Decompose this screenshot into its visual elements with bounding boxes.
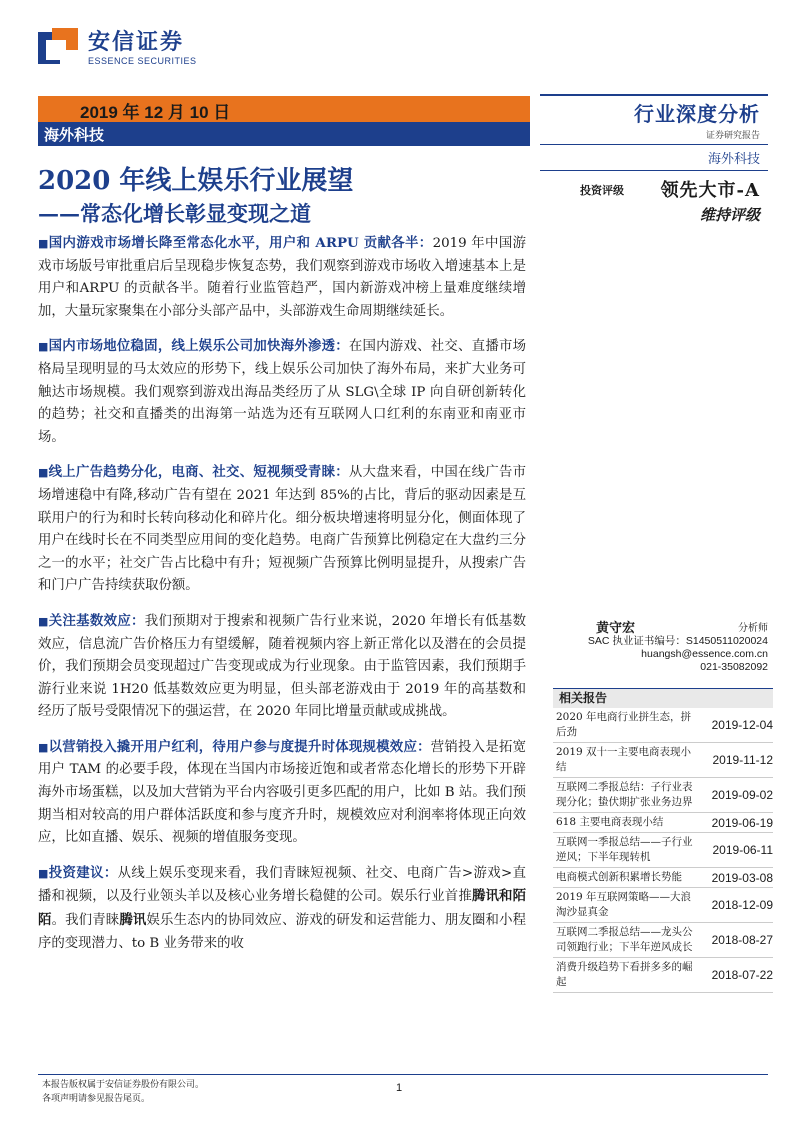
analyst-block (538, 622, 768, 674)
related-reports (553, 688, 773, 993)
list-item[interactable]: 2020 年电商行业拼生态，拼后劲 2019-12-04 (553, 708, 773, 743)
footer-note: 本报告版权属于安信证券股份有限公司。 各项声明请参见报告尾页。 (42, 1080, 205, 1104)
related-heading: 相关报告 (553, 688, 773, 708)
bullet-icon: ■ (38, 614, 49, 628)
list-item[interactable]: 2019 双十一主要电商表现小结 2019-11-12 (553, 743, 773, 778)
report-sub: 证券研究报告 (705, 131, 760, 141)
paragraph: ■线上广告趋势分化，电商、社交、短视频受青睐：从大盘来看，中国在线广告市场增速稳中有降,移动广告有望在 2021 年达到 85%的占比，背后的驱动因素是互联用户的行为和时长转向移动化和碎片化。细分板块增速将明显分化，侧面体现了用户在线时长在不同类型应用间的变化趋势。电商广告预算比例稳定在大盘约三分之一的水平；社交广告占比稳中有升；短视频广告预算比例明显提升，从搜索广告和门户广告持续获取份额。 (38, 464, 526, 594)
divider (540, 94, 768, 96)
bullet-icon: ■ (38, 237, 49, 250)
sector-bar (38, 122, 530, 146)
analyst-sac: SAC 执业证书编号：S1450511020024 (587, 635, 768, 647)
logo-mark-icon (38, 28, 78, 68)
divider (540, 170, 768, 171)
bullet-icon: ■ (38, 866, 49, 880)
analyst-name: 黄守宏 (596, 621, 636, 636)
paragraph: ■关注基数效应：我们预期对于搜索和视频广告行业来说，2020 年增长有低基数效应，信息流广告价格压力有望缓解，随着视频内容上新正常化以及潜在的会员提价，我们预期会员变现超过广告变现或成为行业现象。由于监管因素，我们预期手游行业来说 1H20 低基数效应更为明显，但头部老游戏由于 2019 年的高基数和经历了版号受限情况下的强运营，在 2020 年同比增量贡献或成挑战。 (38, 612, 526, 720)
list-item[interactable]: 2019 年互联网策略——大浪淘沙显真金 2018-12-09 (553, 888, 773, 923)
company-logo (38, 28, 197, 68)
report-subtitle: ——常态化增长彰显变现之道 (38, 201, 311, 226)
divider (540, 144, 768, 145)
bullet-icon: ■ (38, 740, 49, 754)
report-type: 行业深度分析 (634, 102, 760, 126)
bullet-icon: ■ (38, 340, 49, 354)
list-item[interactable]: 消费升级趋势下看拼多多的崛起 2018-07-22 (553, 958, 773, 993)
paragraph: ■国内市场地位稳固，线上娱乐公司加快海外渗透：在国内游戏、社交、直播市场格局呈现明显的马太效应的形势下，线上娱乐公司加快了海外布局，来扩大业务可触达市场规模。我们观察到游戏出海品类经历了从 SLG\全球 IP 向自研创新转化的趋势；社交和直播类的出海第一站选为还有互联网人口红利的东南亚和南亚市场。 (38, 338, 526, 445)
paragraph: ■国内游戏市场增长降至常态化水平，用户和 ARPU 贡献各半：2019 年中国游戏市场版号审批重启后呈现稳步恢复态势，我们观察到游戏市场收入增速基本上是用户和ARPU 的贡献各半。随着行业监管趋严，国内新游戏冲榜上量难度继续增加，大量玩家聚集在小部分头部产品中，头部游戏生命周期继续延长。 (38, 235, 526, 319)
list-item[interactable]: 618 主要电商表现小结 2019-06-19 (553, 813, 773, 833)
sector-label: 海外科技 (44, 126, 105, 144)
logo-en: ESSENCE SECURITIES (88, 56, 197, 66)
analyst-phone: 021-35082092 (700, 661, 768, 673)
logo-cn: 安信证券 (88, 30, 185, 55)
date-bar (38, 96, 530, 122)
paragraph: ■以营销投入撬开用户红利，待用户参与度提升时体现规模效应：营销投入是拓宽用户 TAM 的必要手段，体现在当国内市场接近饱和或者常态化增长的形势下开辟海外市场蛋糕，以及加大营销为平台内容吸引更多匹配的用户，比如 B 站。我们预期当相对较高的用户群体活跃度和参与度齐升时，规模效应对利润率将体现正向效应，比如直播、娱乐、视频的增值服务变现。 (38, 738, 526, 846)
page-number: 1 (396, 1082, 403, 1094)
rating-value: 领先大市-A (660, 180, 760, 201)
analyst-role: 分析师 (738, 623, 768, 634)
report-date: 2019 年 12 月 10 日 (80, 103, 231, 122)
list-item[interactable]: 电商模式创新积累增长势能 2019-03-08 (553, 868, 773, 888)
rating-label: 投资评级 (580, 184, 624, 197)
report-body (38, 232, 526, 967)
rating-keep: 维持评级 (699, 206, 760, 224)
list-item[interactable]: 互联网二季报总结——龙头公司领跑行业；下半年逆风成长 2018-08-27 (553, 923, 773, 958)
analyst-email[interactable]: huangsh@essence.com.cn (641, 648, 768, 660)
bullet-icon: ■ (38, 466, 49, 480)
list-item[interactable]: 互联网一季报总结——子行业逆风；下半年现转机 2019-06-11 (553, 833, 773, 868)
footer-divider (38, 1074, 768, 1075)
report-title: 2020 年线上娱乐行业展望 (38, 166, 354, 196)
list-item[interactable]: 互联网二季报总结：子行业表现分化；蛰伏期扩张业务边界 2019-09-02 (553, 778, 773, 813)
sidebar-sector: 海外科技 (707, 152, 760, 167)
paragraph: ■投资建议：从线上娱乐变现来看，我们青睐短视频、社交、电商广告>游戏>直播和视频，以及行业领头羊以及核心业务增长稳健的公司。娱乐行业首推腾讯和陌陌。我们青睐腾讯娱乐生态内的协同效应、游戏的研发和运营能力、朋友圈和小程序的变现潜力、to B 业务带来的收 (38, 864, 527, 951)
